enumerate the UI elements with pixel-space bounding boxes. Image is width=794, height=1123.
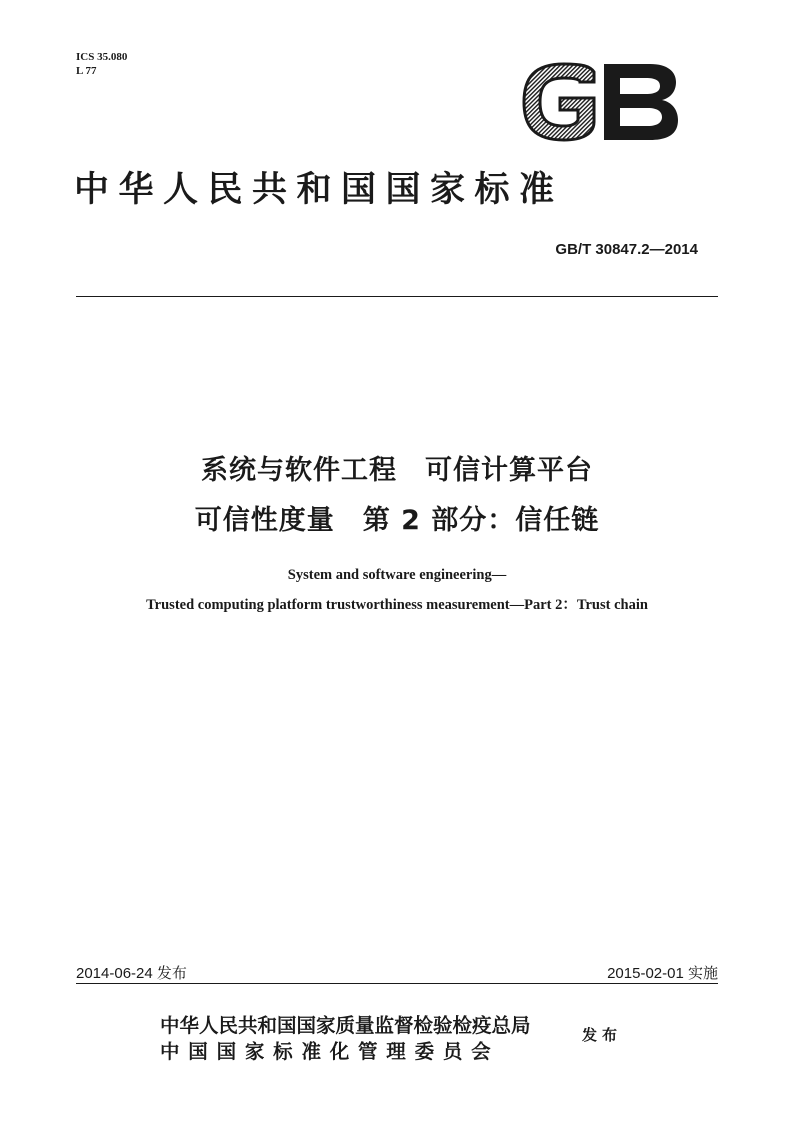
title-en-line2: Trusted computing platform trustworthiness measurement—Part 2：Trust chain — [146, 597, 648, 613]
ics-code: ICS 35.080 — [76, 51, 128, 63]
footer-divider — [76, 983, 718, 984]
standard-code: GB/T 30847.2—2014 — [555, 241, 698, 258]
implement-date: 2015-02-01 实施 — [607, 965, 718, 982]
publish-date: 2014-06-24 发布 — [76, 965, 187, 982]
standard-name: 中华人民共和国国家标准 — [74, 169, 564, 210]
gb-logo — [520, 62, 680, 142]
issue-label: 发布 — [582, 1026, 623, 1044]
issuer-aqsiq: 中华人民共和国国家质量监督检验检疫总局 — [160, 1014, 531, 1037]
issuer-sac: 中 国 国 家 标 准 化 管 理 委 员 会 — [160, 1040, 492, 1063]
title-en-line1: System and software engineering— — [287, 567, 507, 583]
title-cn-line2: 可信性度量 第 2 部分：信任链 — [194, 505, 600, 536]
title-cn-line1: 系统与软件工程 可信计算平台 — [201, 455, 593, 486]
gb-logo-graphic — [520, 62, 680, 142]
classification-codes — [76, 50, 127, 78]
header-divider — [76, 296, 718, 297]
ccs-code: L 77 — [76, 65, 97, 77]
